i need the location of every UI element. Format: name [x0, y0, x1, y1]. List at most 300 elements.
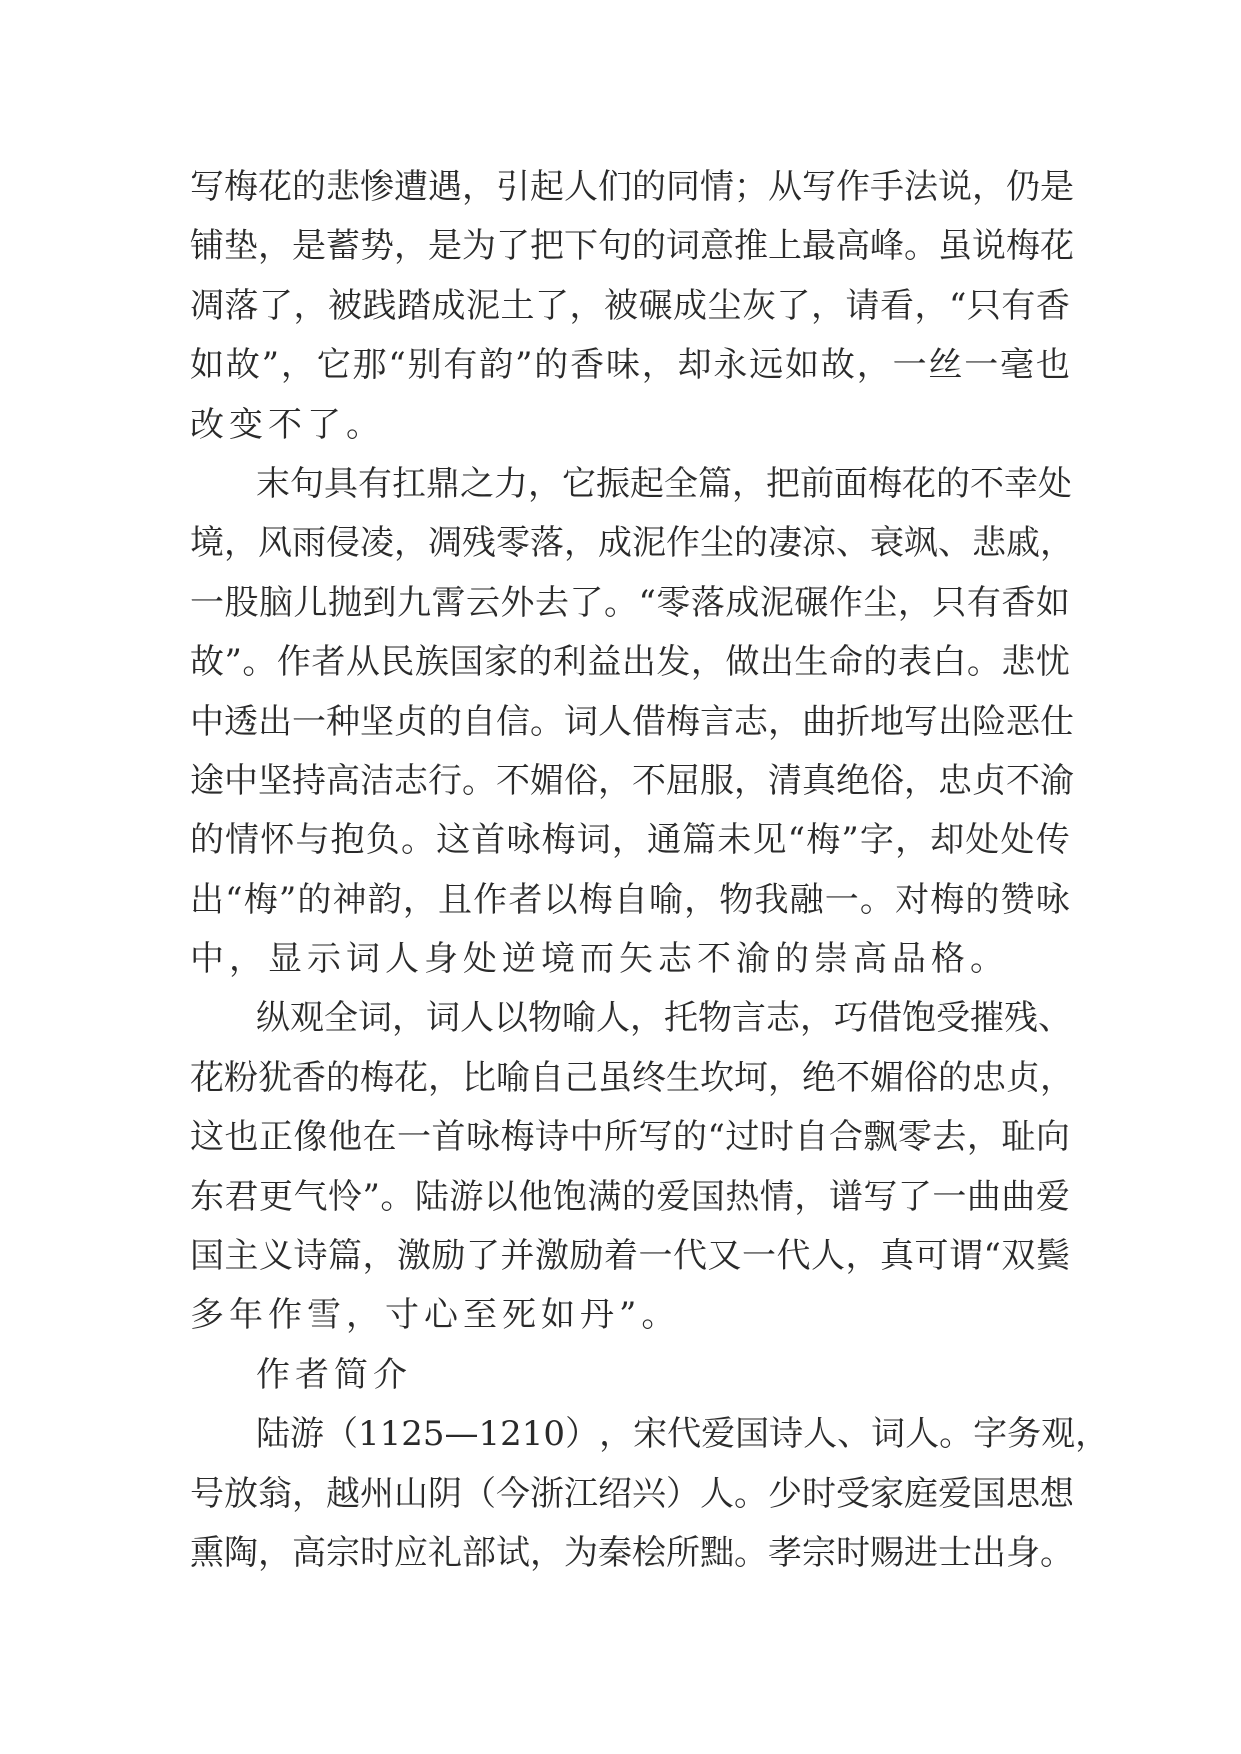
glyph: 的 — [292, 167, 326, 207]
glyph: ， — [768, 1057, 802, 1098]
glyph: 发 — [656, 642, 691, 683]
glyph: 梅 — [500, 1117, 535, 1158]
glyph: 土 — [500, 285, 535, 326]
glyph: 悲 — [326, 167, 360, 207]
glyph: 出 — [759, 642, 794, 683]
glyph: 绝 — [836, 760, 870, 801]
glyph: 远 — [749, 345, 784, 386]
glyph: 最 — [802, 226, 836, 267]
glyph: 推 — [734, 226, 768, 267]
glyph: 也 — [1035, 345, 1070, 386]
glyph: ， — [1040, 1057, 1074, 1098]
glyph: 。 — [939, 1414, 974, 1455]
glyph: 凉 — [802, 523, 836, 564]
glyph: 尘 — [700, 523, 734, 564]
glyph: 所 — [604, 1117, 638, 1158]
glyph: 之 — [460, 463, 494, 504]
glyph: 过 — [725, 1117, 760, 1158]
glyph: 志 — [766, 998, 800, 1039]
text-line — [190, 574, 1070, 633]
glyph: 中 — [569, 1117, 604, 1158]
glyph: 饱 — [902, 998, 936, 1039]
glyph: 同 — [666, 167, 700, 207]
glyph: ， — [641, 345, 676, 386]
glyph: 族 — [414, 642, 449, 683]
glyph: 落 — [224, 285, 259, 326]
glyph: ， — [224, 523, 258, 564]
glyph: 味 — [605, 345, 640, 386]
glyph: 香 — [1035, 285, 1070, 326]
glyph: 扛 — [392, 463, 426, 504]
glyph: 渝 — [1040, 760, 1074, 801]
glyph: 。 — [1040, 1532, 1074, 1573]
glyph: 以 — [483, 1176, 518, 1217]
glyph: 。 — [242, 642, 277, 683]
glyph: 力 — [494, 463, 528, 504]
glyph: ， — [966, 1117, 1001, 1158]
glyph: 梅 — [868, 463, 902, 504]
glyph: 。 — [734, 1473, 768, 1514]
glyph: 。 — [530, 701, 564, 742]
glyph: ， — [280, 345, 315, 386]
text-line — [190, 1227, 1070, 1286]
glyph: 越 — [326, 1473, 360, 1514]
glyph: 游 — [449, 1176, 484, 1217]
glyph: 时 — [802, 1473, 836, 1514]
glyph: 尘 — [707, 285, 742, 326]
glyph: 激 — [397, 1236, 431, 1277]
glyph: 的 — [632, 226, 666, 267]
glyph: 出 — [621, 642, 656, 683]
glyph: 香 — [570, 345, 605, 386]
glyph: 是 — [428, 226, 462, 267]
glyph: 香 — [292, 1057, 326, 1098]
glyph: 人 — [460, 998, 494, 1039]
glyph: 、 — [837, 1414, 872, 1455]
glyph: “ — [707, 1117, 725, 1158]
glyph: 飘 — [863, 1117, 898, 1158]
glyph: 处 — [1000, 820, 1035, 861]
glyph: ， — [611, 820, 646, 861]
text-line — [190, 1524, 1074, 1583]
glyph: 手 — [870, 167, 904, 207]
glyph: 咏 — [1035, 879, 1070, 920]
glyph: ） — [666, 1473, 700, 1514]
line-text: 改变不了。 — [190, 404, 385, 445]
glyph: 饱 — [552, 1176, 587, 1217]
glyph: 时 — [836, 1532, 870, 1573]
glyph: 怀 — [260, 820, 295, 861]
glyph: ， — [895, 820, 930, 861]
glyph: 真 — [802, 760, 836, 801]
text-line — [190, 693, 1074, 752]
glyph: ， — [1075, 1414, 1110, 1455]
glyph: 篇 — [698, 463, 732, 504]
glyph: 向 — [1035, 1117, 1070, 1158]
glyph: 垫 — [224, 226, 258, 267]
glyph: 也 — [224, 1117, 259, 1158]
glyph: 如 — [190, 345, 224, 386]
glyph: 且 — [438, 879, 473, 920]
glyph: 绝 — [802, 1057, 836, 1098]
glyph: 、 — [938, 523, 972, 564]
glyph: ” — [278, 879, 297, 920]
glyph: 却 — [677, 345, 712, 386]
glyph: 国 — [735, 1414, 770, 1455]
glyph: 一 — [824, 879, 859, 920]
glyph: 贞 — [1006, 1057, 1040, 1098]
glyph: 中 — [190, 701, 224, 742]
glyph: 虽 — [938, 226, 972, 267]
glyph: 屈 — [666, 760, 700, 801]
text-line — [190, 1108, 1070, 1167]
glyph: 作 — [836, 167, 870, 207]
glyph: 生 — [794, 642, 829, 683]
glyph: 的 — [965, 879, 1000, 920]
glyph: 抛 — [328, 582, 362, 623]
glyph: 的 — [673, 1117, 707, 1158]
glyph: 全 — [664, 463, 698, 504]
glyph: 负 — [365, 820, 400, 861]
glyph: 在 — [362, 1117, 397, 1158]
glyph: 句 — [290, 463, 324, 504]
glyph: 境 — [190, 523, 224, 564]
glyph: ， — [794, 1176, 829, 1217]
glyph: 喻 — [496, 1057, 530, 1098]
glyph: 秦 — [598, 1532, 632, 1573]
glyph: 梅 — [666, 701, 700, 742]
glyph: 的 — [326, 1057, 360, 1098]
glyph: 人 — [598, 701, 632, 742]
glyph: 思 — [1006, 1473, 1040, 1514]
glyph: 故 — [190, 642, 224, 683]
glyph: 首 — [471, 820, 506, 861]
glyph: 身 — [1006, 1532, 1040, 1573]
glyph: 不 — [970, 463, 1004, 504]
glyph: 命 — [828, 642, 863, 683]
glyph: 面 — [834, 463, 868, 504]
glyph: 想 — [1040, 1473, 1074, 1514]
text-line — [190, 1286, 1070, 1345]
glyph: 出 — [938, 701, 972, 742]
glyph: 清 — [768, 760, 802, 801]
glyph: 的 — [632, 167, 666, 207]
glyph: ） — [565, 1414, 600, 1455]
glyph: 梅 — [360, 1057, 394, 1098]
glyph: 士 — [938, 1532, 972, 1573]
glyph: 。 — [400, 820, 435, 861]
glyph: 1125 — [358, 1414, 445, 1455]
glyph: 有 — [1001, 285, 1036, 326]
glyph: 正 — [259, 1117, 293, 1158]
glyph: 一 — [742, 1236, 776, 1277]
glyph: 着 — [604, 1236, 638, 1277]
glyph: ， — [528, 463, 562, 504]
glyph: 虽 — [598, 1057, 632, 1098]
glyph: 作 — [473, 879, 508, 920]
glyph: ， — [392, 998, 426, 1039]
glyph: ， — [904, 760, 938, 801]
glyph: 零 — [496, 523, 530, 564]
glyph: 浙 — [530, 1473, 564, 1514]
glyph: 只 — [966, 285, 1001, 326]
glyph: 踏 — [397, 285, 431, 326]
glyph: 韵 — [479, 345, 514, 386]
glyph: 做 — [725, 642, 760, 683]
glyph: 号 — [190, 1473, 224, 1514]
glyph: 惨 — [360, 167, 394, 207]
glyph: 前 — [800, 463, 834, 504]
glyph: 的 — [936, 463, 970, 504]
glyph: 出 — [972, 1532, 1006, 1573]
glyph: 陆 — [414, 1176, 449, 1217]
glyph: 物 — [528, 998, 562, 1039]
glyph: 贞 — [394, 701, 428, 742]
text-line — [190, 811, 1070, 870]
glyph: 词 — [426, 998, 460, 1039]
glyph: 花 — [1040, 226, 1074, 267]
glyph: （ — [462, 1473, 496, 1514]
glyph: 洁 — [360, 760, 394, 801]
glyph: 游 — [290, 1414, 324, 1455]
glyph: 进 — [904, 1532, 938, 1573]
glyph: 全 — [324, 998, 358, 1039]
glyph: 志 — [734, 701, 768, 742]
glyph: 凋 — [190, 285, 224, 326]
glyph: 受 — [936, 998, 970, 1039]
glyph: ， — [598, 760, 632, 801]
glyph: 去 — [932, 1117, 967, 1158]
glyph: 山 — [394, 1473, 428, 1514]
glyph: 借 — [632, 701, 666, 742]
glyph: 振 — [596, 463, 630, 504]
glyph: 的 — [297, 879, 332, 920]
glyph: 被 — [604, 285, 638, 326]
glyph: 蓄 — [326, 226, 360, 267]
glyph: 黜 — [700, 1532, 734, 1573]
glyph: 曲 — [966, 1176, 1001, 1217]
glyph: 孝 — [768, 1532, 802, 1573]
glyph: 热 — [725, 1176, 760, 1217]
glyph: 们 — [598, 167, 632, 207]
glyph: 像 — [293, 1117, 328, 1158]
glyph: 遇 — [428, 167, 462, 207]
glyph: 抱 — [330, 820, 365, 861]
text-line — [190, 277, 1070, 336]
glyph: 到 — [362, 582, 397, 623]
glyph: 又 — [707, 1236, 742, 1277]
text-line — [190, 1405, 1110, 1464]
glyph: 篇 — [682, 820, 717, 861]
glyph: 为 — [564, 1532, 598, 1573]
glyph: 的 — [534, 345, 569, 386]
glyph: ， — [897, 582, 932, 623]
text-line — [190, 158, 1074, 217]
glyph: 成 — [725, 582, 760, 623]
glyph: 峰 — [870, 226, 904, 267]
glyph: 写 — [802, 167, 836, 207]
glyph: ， — [462, 167, 496, 207]
glyph: 把 — [766, 463, 800, 504]
glyph: 有 — [966, 582, 1001, 623]
glyph: “ — [949, 285, 967, 326]
glyph: 作 — [828, 582, 863, 623]
glyph: ， — [530, 1532, 564, 1573]
glyph: 观 — [1041, 1414, 1076, 1455]
glyph: ， — [800, 998, 834, 1039]
glyph: 国 — [190, 1236, 224, 1277]
glyph: 以 — [494, 998, 528, 1039]
glyph: 词 — [871, 1414, 906, 1455]
glyph: 君 — [224, 1176, 259, 1217]
glyph: 诗 — [535, 1117, 569, 1158]
glyph: 观 — [290, 998, 324, 1039]
glyph: 赞 — [1000, 879, 1035, 920]
glyph: ， — [258, 226, 292, 267]
text-line — [190, 455, 1070, 514]
glyph: 梅 — [578, 879, 613, 920]
glyph: 摧 — [970, 998, 1004, 1039]
glyph: 碾 — [638, 285, 673, 326]
glyph: 残 — [1004, 998, 1038, 1039]
glyph: 铺 — [190, 226, 224, 267]
glyph: 了 — [535, 285, 569, 326]
glyph: 脑 — [259, 582, 293, 623]
glyph: 人 — [803, 1414, 838, 1455]
glyph: 家 — [483, 642, 518, 683]
glyph: 如 — [785, 345, 820, 386]
glyph: 州 — [360, 1473, 394, 1514]
glyph: ， — [845, 1236, 880, 1277]
glyph: 韵 — [367, 879, 402, 920]
glyph: 可 — [914, 1236, 949, 1277]
glyph: 咏 — [466, 1117, 500, 1158]
text-line — [190, 1465, 1074, 1524]
glyph: 折 — [836, 701, 870, 742]
glyph: 外 — [500, 582, 535, 623]
glyph: ， — [293, 285, 328, 326]
glyph: — — [444, 1414, 479, 1455]
glyph: 传 — [1035, 820, 1070, 861]
glyph: “ — [638, 582, 656, 623]
glyph: 下 — [564, 226, 598, 267]
glyph: 情 — [225, 820, 260, 861]
glyph: （ — [324, 1414, 358, 1455]
glyph: 他 — [518, 1176, 553, 1217]
glyph: 今 — [496, 1473, 530, 1514]
glyph: 宋 — [633, 1414, 668, 1455]
glyph: 表 — [897, 642, 932, 683]
glyph: 激 — [535, 1236, 569, 1277]
glyph: 人 — [700, 1473, 734, 1514]
section-heading: 作者简介 — [256, 1354, 412, 1395]
glyph: 坷 — [734, 1057, 768, 1098]
glyph: 怜 — [328, 1176, 362, 1217]
glyph: 坚 — [258, 760, 292, 801]
glyph: ， — [914, 285, 949, 326]
glyph: 媚 — [530, 760, 564, 801]
glyph: 地 — [870, 701, 904, 742]
glyph: 贞 — [972, 760, 1006, 801]
glyph: 出 — [258, 701, 292, 742]
glyph: 作 — [276, 642, 311, 683]
glyph: 媚 — [870, 1057, 904, 1098]
glyph: 部 — [462, 1532, 496, 1573]
glyph: ， — [564, 523, 598, 564]
glyph: 侵 — [326, 523, 360, 564]
glyph: 通 — [647, 820, 682, 861]
glyph: 阴 — [428, 1473, 462, 1514]
glyph: 、 — [1038, 998, 1072, 1039]
glyph: 并 — [500, 1236, 535, 1277]
glyph: 国 — [449, 642, 484, 683]
glyph: 势 — [360, 226, 394, 267]
glyph: 者 — [508, 879, 543, 920]
glyph: 忧 — [1035, 642, 1070, 683]
glyph: 合 — [828, 1117, 863, 1158]
glyph: 忠 — [972, 1057, 1006, 1098]
glyph: 风 — [258, 523, 292, 564]
glyph: 被 — [328, 285, 362, 326]
glyph: 儿 — [293, 582, 328, 623]
glyph: 零 — [897, 1117, 932, 1158]
glyph: 落 — [690, 582, 725, 623]
glyph: 曲 — [1001, 1176, 1036, 1217]
glyph: ， — [732, 463, 766, 504]
glyph: 与 — [295, 820, 330, 861]
glyph: 霄 — [431, 582, 466, 623]
glyph: ， — [1040, 523, 1074, 564]
glyph: 花 — [190, 1057, 224, 1098]
glyph: 戚 — [1006, 523, 1040, 564]
glyph: 词 — [564, 701, 598, 742]
glyph: 碾 — [794, 582, 829, 623]
glyph: 永 — [713, 345, 748, 386]
glyph: 少 — [768, 1473, 802, 1514]
glyph: 熏 — [190, 1532, 224, 1573]
glyph: 利 — [552, 642, 587, 683]
glyph: 高 — [836, 226, 870, 267]
glyph: 词 — [358, 998, 392, 1039]
glyph: ， — [856, 345, 891, 386]
glyph: 凌 — [360, 523, 394, 564]
glyph: ， — [394, 523, 428, 564]
glyph: 鼎 — [426, 463, 460, 504]
glyph: 凋 — [428, 523, 462, 564]
glyph: 诗 — [293, 1236, 328, 1277]
glyph: 高 — [326, 760, 360, 801]
glyph: ， — [569, 285, 604, 326]
glyph: 仍 — [1006, 167, 1040, 207]
glyph: ； — [734, 167, 768, 207]
glyph: 云 — [466, 582, 500, 623]
glyph: 泥 — [466, 285, 500, 326]
glyph: 请 — [845, 285, 880, 326]
text-line — [190, 217, 1074, 276]
glyph: 持 — [292, 760, 326, 801]
line-text: 多年作雪，寸心至死如丹”。 — [190, 1295, 681, 1336]
text-line — [190, 871, 1070, 930]
glyph: 国 — [972, 1473, 1006, 1514]
glyph: 了 — [259, 285, 293, 326]
glyph: 出 — [190, 879, 224, 920]
glyph: 践 — [362, 285, 397, 326]
glyph: 故 — [225, 345, 260, 386]
glyph: 词 — [576, 820, 611, 861]
glyph: ， — [292, 1473, 326, 1514]
glyph: 幸 — [1004, 463, 1038, 504]
text-line — [190, 633, 1070, 692]
